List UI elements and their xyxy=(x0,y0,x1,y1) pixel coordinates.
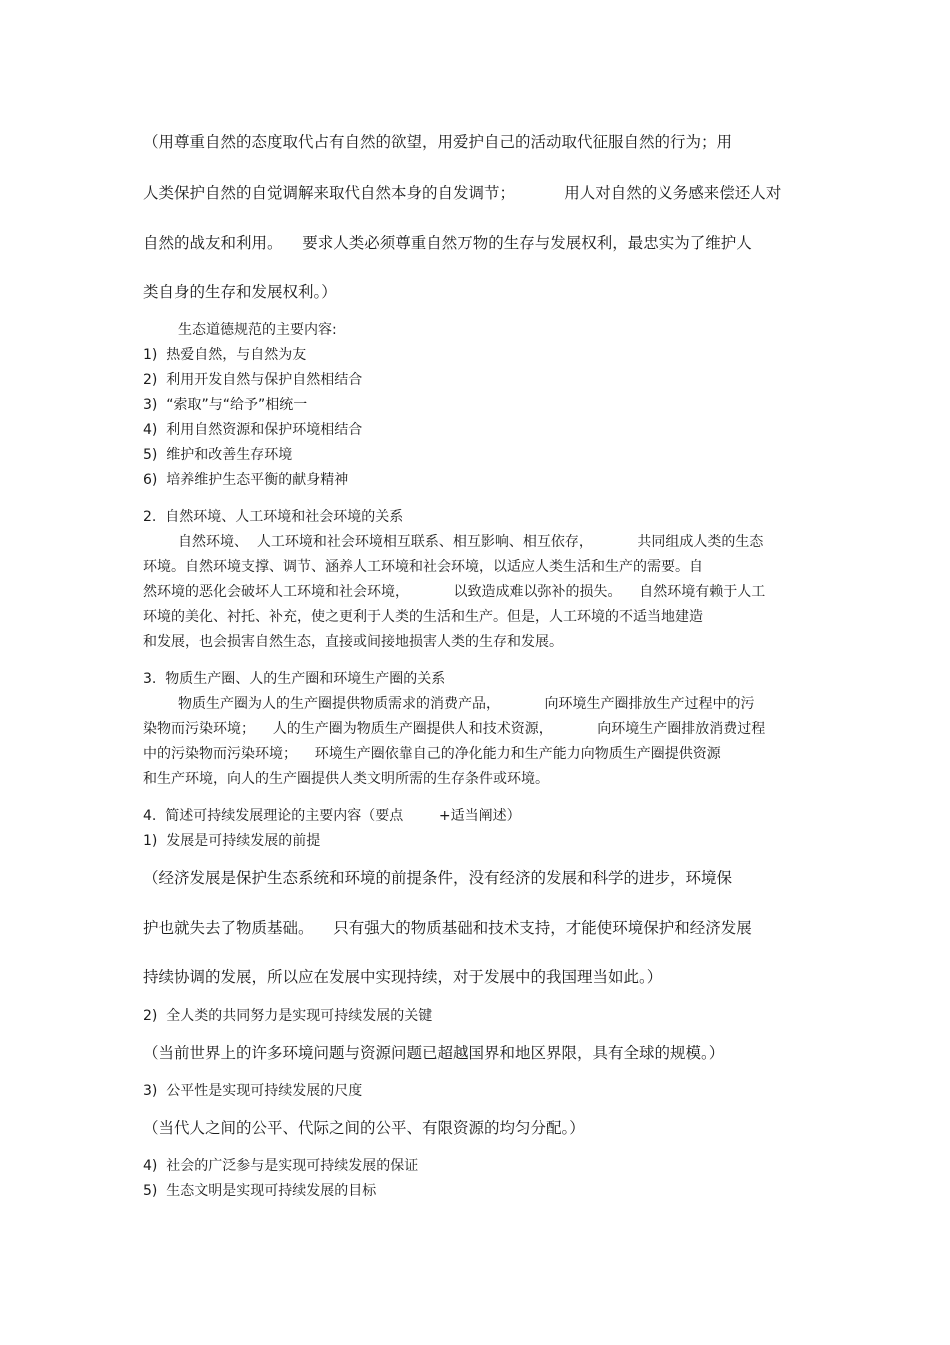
norms-item-4: 4) 利用自然资源和保护环境相结合 xyxy=(143,422,363,438)
section3-line-4: 和生产环境，向人的生产圈提供人类文明所需的生存条件或环境。 xyxy=(143,771,549,787)
intro-line-1: （用尊重自然的态度取代占有自然的欲望，用爱护自己的活动取代征服自然的行为；用 xyxy=(143,133,733,151)
section4-point-3-text: （当代人之间的公平、代际之间的公平、有限资源的均匀分配。） xyxy=(143,1119,585,1137)
section4-point-4: 4) 社会的广泛参与是实现可持续发展的保证 xyxy=(143,1158,419,1174)
norms-item-6: 6) 培养维护生态平衡的献身精神 xyxy=(143,472,349,488)
norms-item-3: 3) “索取”与“给予”相统一 xyxy=(143,397,308,413)
section3-line-2: 染物而污染环境； 人的生产圈为物质生产圈提供人和技术资源， 向环境生产圈排放消费过程 xyxy=(143,721,766,737)
section2-line-4: 环境的美化、衬托、补充，使之更利于人类的生活和生产。但是，人工环境的不适当地建造 xyxy=(143,609,703,625)
norms-item-2: 2) 利用开发自然与保护自然相结合 xyxy=(143,372,363,388)
section4-point-2: 2) 全人类的共同努力是实现可持续发展的关键 xyxy=(143,1008,433,1024)
section4-point-2-text: （当前世界上的许多环境问题与资源问题已超越国界和地区界限，具有全球的规模。） xyxy=(143,1044,725,1062)
section3-line-3: 中的污染物而污染环境； 环境生产圈依靠自己的净化能力和生产能力向物质生产圈提供资源 xyxy=(143,746,721,762)
intro-line-2: 人类保护自然的自觉调解来取代自然本身的自发调节； 用人对自然的义务感来偿还人对 xyxy=(143,184,782,202)
section2-line-5: 和发展，也会损害自然生态，直接或间接地损害人类的生存和发展。 xyxy=(143,634,563,650)
section4-point-1-text-2: 护也就失去了物质基础。 只有强大的物质基础和技术支持，才能使环境保护和经济发展 xyxy=(143,919,752,937)
norms-item-5: 5) 维护和改善生存环境 xyxy=(143,447,293,463)
section3-line-1: 物质生产圈为人的生产圈提供物质需求的消费产品， 向环境生产圈排放生产过程中的污 xyxy=(178,696,755,712)
norms-item-1: 1) 热爱自然，与自然为友 xyxy=(143,347,307,363)
section4-title: 4. 简述可持续发展理论的主要内容（要点 +适当阐述） xyxy=(143,808,521,824)
section2-line-1: 自然环境、 人工环境和社会环境相互联系、相互影响、相互依存， 共同组成人类的生态 xyxy=(178,534,764,550)
section4-point-1-text-1: （经济发展是保护生态系统和环境的前提条件，没有经济的发展和科学的进步，环境保 xyxy=(143,869,733,887)
section2-line-2: 环境。自然环境支撑、调节、涵养人工环境和社会环境，以适应人类生活和生产的需要。自 xyxy=(143,559,703,575)
intro-line-4: 类自身的生存和发展权利。） xyxy=(143,283,337,301)
section3-title: 3. 物质生产圈、人的生产圈和环境生产圈的关系 xyxy=(143,671,446,687)
intro-line-3: 自然的战友和利用。 要求人类必须尊重自然万物的生存与发展权利，最忠实为了维护人 xyxy=(143,234,752,252)
section4-point-1: 1) 发展是可持续发展的前提 xyxy=(143,833,321,849)
section4-point-5: 5) 生态文明是实现可持续发展的目标 xyxy=(143,1183,377,1199)
section4-point-1-text-3: 持续协调的发展，所以应在发展中实现持续，对于发展中的我国理当如此。） xyxy=(143,968,663,986)
section4-point-3: 3) 公平性是实现可持续发展的尺度 xyxy=(143,1083,363,1099)
norms-heading: 生态道德规范的主要内容: xyxy=(178,322,337,338)
section2-line-3: 然环境的恶化会破坏人工环境和社会环境， 以致造成难以弥补的损失。 自然环境有赖于人工 xyxy=(143,584,766,600)
section2-title: 2. 自然环境、人工环境和社会环境的关系 xyxy=(143,509,404,525)
